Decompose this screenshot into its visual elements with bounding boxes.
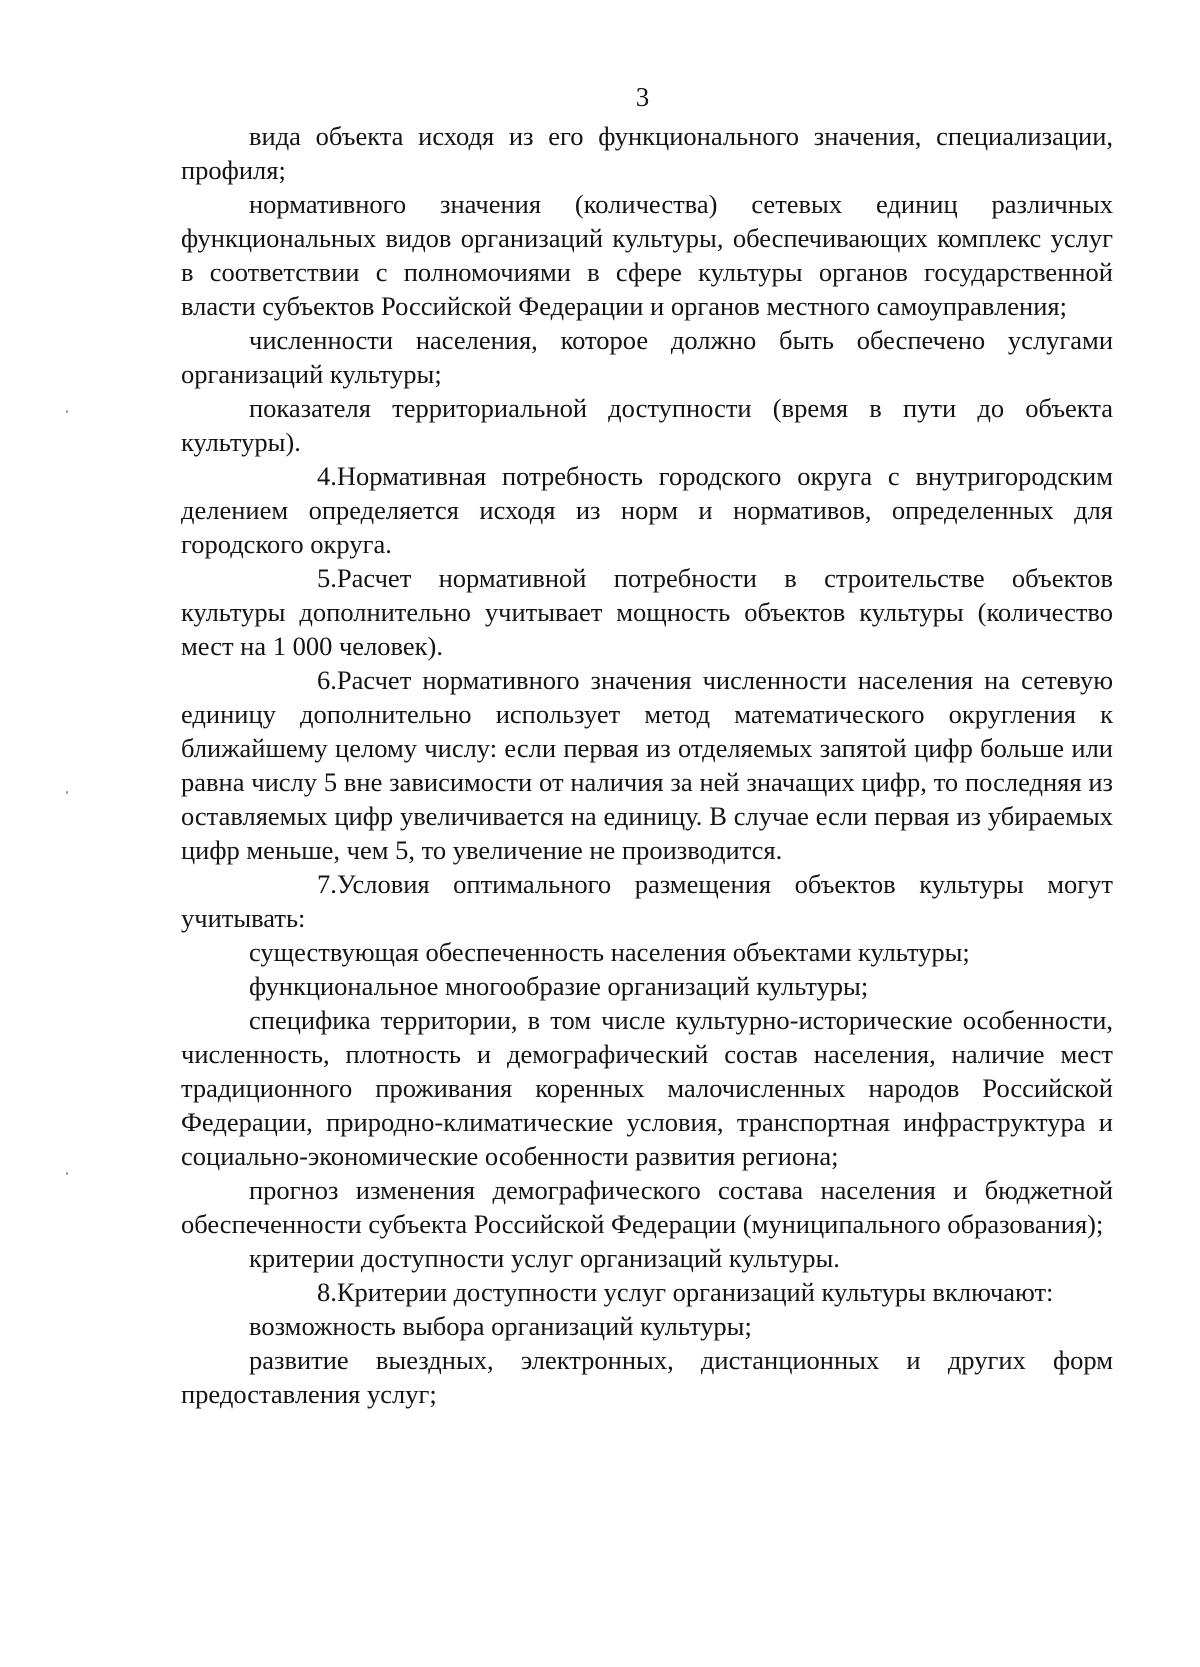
paragraph-number: 8. (317, 1277, 337, 1307)
paragraph (181, 391, 1113, 459)
paragraph-text: численности населения, которое должно быть обеспечено услугами организаций культуры; (181, 325, 1113, 389)
paragraph (181, 1003, 1113, 1173)
paragraph-number: 5. (317, 563, 337, 593)
paragraph-text: специфика территории, в том числе культурно-исторические особенности, численность, плотность и демографический состав населения, наличие мест традиционного проживания коренных малочисленных народов Российской Федерации, природно-климатические условия, транспортная инфраструктура и социально-экономические особенности развития региона; (181, 1005, 1113, 1171)
paragraph-text: развитие выездных, электронных, дистанционных и других форм предоставления услуг; (181, 1345, 1113, 1409)
paragraph-text: Расчет нормативной потребности в строительстве объектов культуры дополнительно учитывает мощность объектов культуры (количество мест на 1 000 человек). (181, 563, 1113, 661)
paragraph (181, 187, 1113, 323)
page-number: 3 (635, 82, 650, 112)
paragraph-text: прогноз изменения демографического состава населения и бюджетной обеспеченности субъекта Российской Федерации (муниципального образования); (181, 1175, 1113, 1239)
paragraph-text: нормативного значения (количества) сетевых единиц различных функциональных видов организаций культуры, обеспечивающих комплекс услуг в соответствии с полномочиями в сфере культуры органов государственной власти субъектов Российской Федерации и органов местного самоуправления; (181, 189, 1113, 321)
numbered-paragraph (181, 1275, 1113, 1309)
numbered-paragraph (181, 459, 1113, 561)
scan-speck (66, 1172, 68, 1175)
paragraph-text: существующая обеспеченность населения объектами культуры; (249, 937, 970, 967)
scan-speck (66, 791, 68, 794)
document-body (181, 119, 1113, 1411)
paragraph (181, 1309, 1113, 1343)
paragraph-number: 4. (317, 461, 337, 491)
paragraph (181, 969, 1113, 1003)
paragraph-text: Расчет нормативного значения численности населения на сетевую единицу дополнительно использует метод математического округления к ближайшему целому числу: если первая из отделяемых запятой цифр больше или равна числу 5 вне зависимости от наличия за ней значащих цифр, то последняя из оставляемых цифр увеличивается на единицу. В случае если первая из убираемых цифр меньше, чем 5, то увеличение не производится. (181, 665, 1113, 865)
paragraph-number: 6. (317, 665, 337, 695)
paragraph-text: критерии доступности услуг организаций культуры. (249, 1243, 840, 1273)
paragraph (181, 1241, 1113, 1275)
paragraph (181, 935, 1113, 969)
paragraph (181, 1343, 1113, 1411)
numbered-paragraph (181, 867, 1113, 935)
paragraph-text: функциональное многообразие организаций культуры; (249, 971, 869, 1001)
paragraph-text: Нормативная потребность городского округа с внутригородским делением определяется исходя из норм и нормативов, определенных для городского округа. (181, 461, 1113, 559)
paragraph (181, 323, 1113, 391)
paragraph-text: возможность выбора организаций культуры; (249, 1311, 752, 1341)
paragraph (181, 1173, 1113, 1241)
paragraph-text: Условия оптимального размещения объектов культуры могут учитывать: (181, 869, 1113, 933)
paragraph-text: вида объекта исходя из его функционального значения, специализации, профиля; (181, 121, 1113, 185)
numbered-paragraph (181, 663, 1113, 867)
paragraph-number: 7. (317, 869, 337, 899)
paragraph-text: Критерии доступности услуг организаций культуры включают: (336, 1277, 1054, 1307)
numbered-paragraph (181, 561, 1113, 663)
paragraph (181, 119, 1113, 187)
paragraph-text: показателя территориальной доступности (время в пути до объекта культуры). (181, 393, 1113, 457)
scan-speck (66, 410, 68, 413)
